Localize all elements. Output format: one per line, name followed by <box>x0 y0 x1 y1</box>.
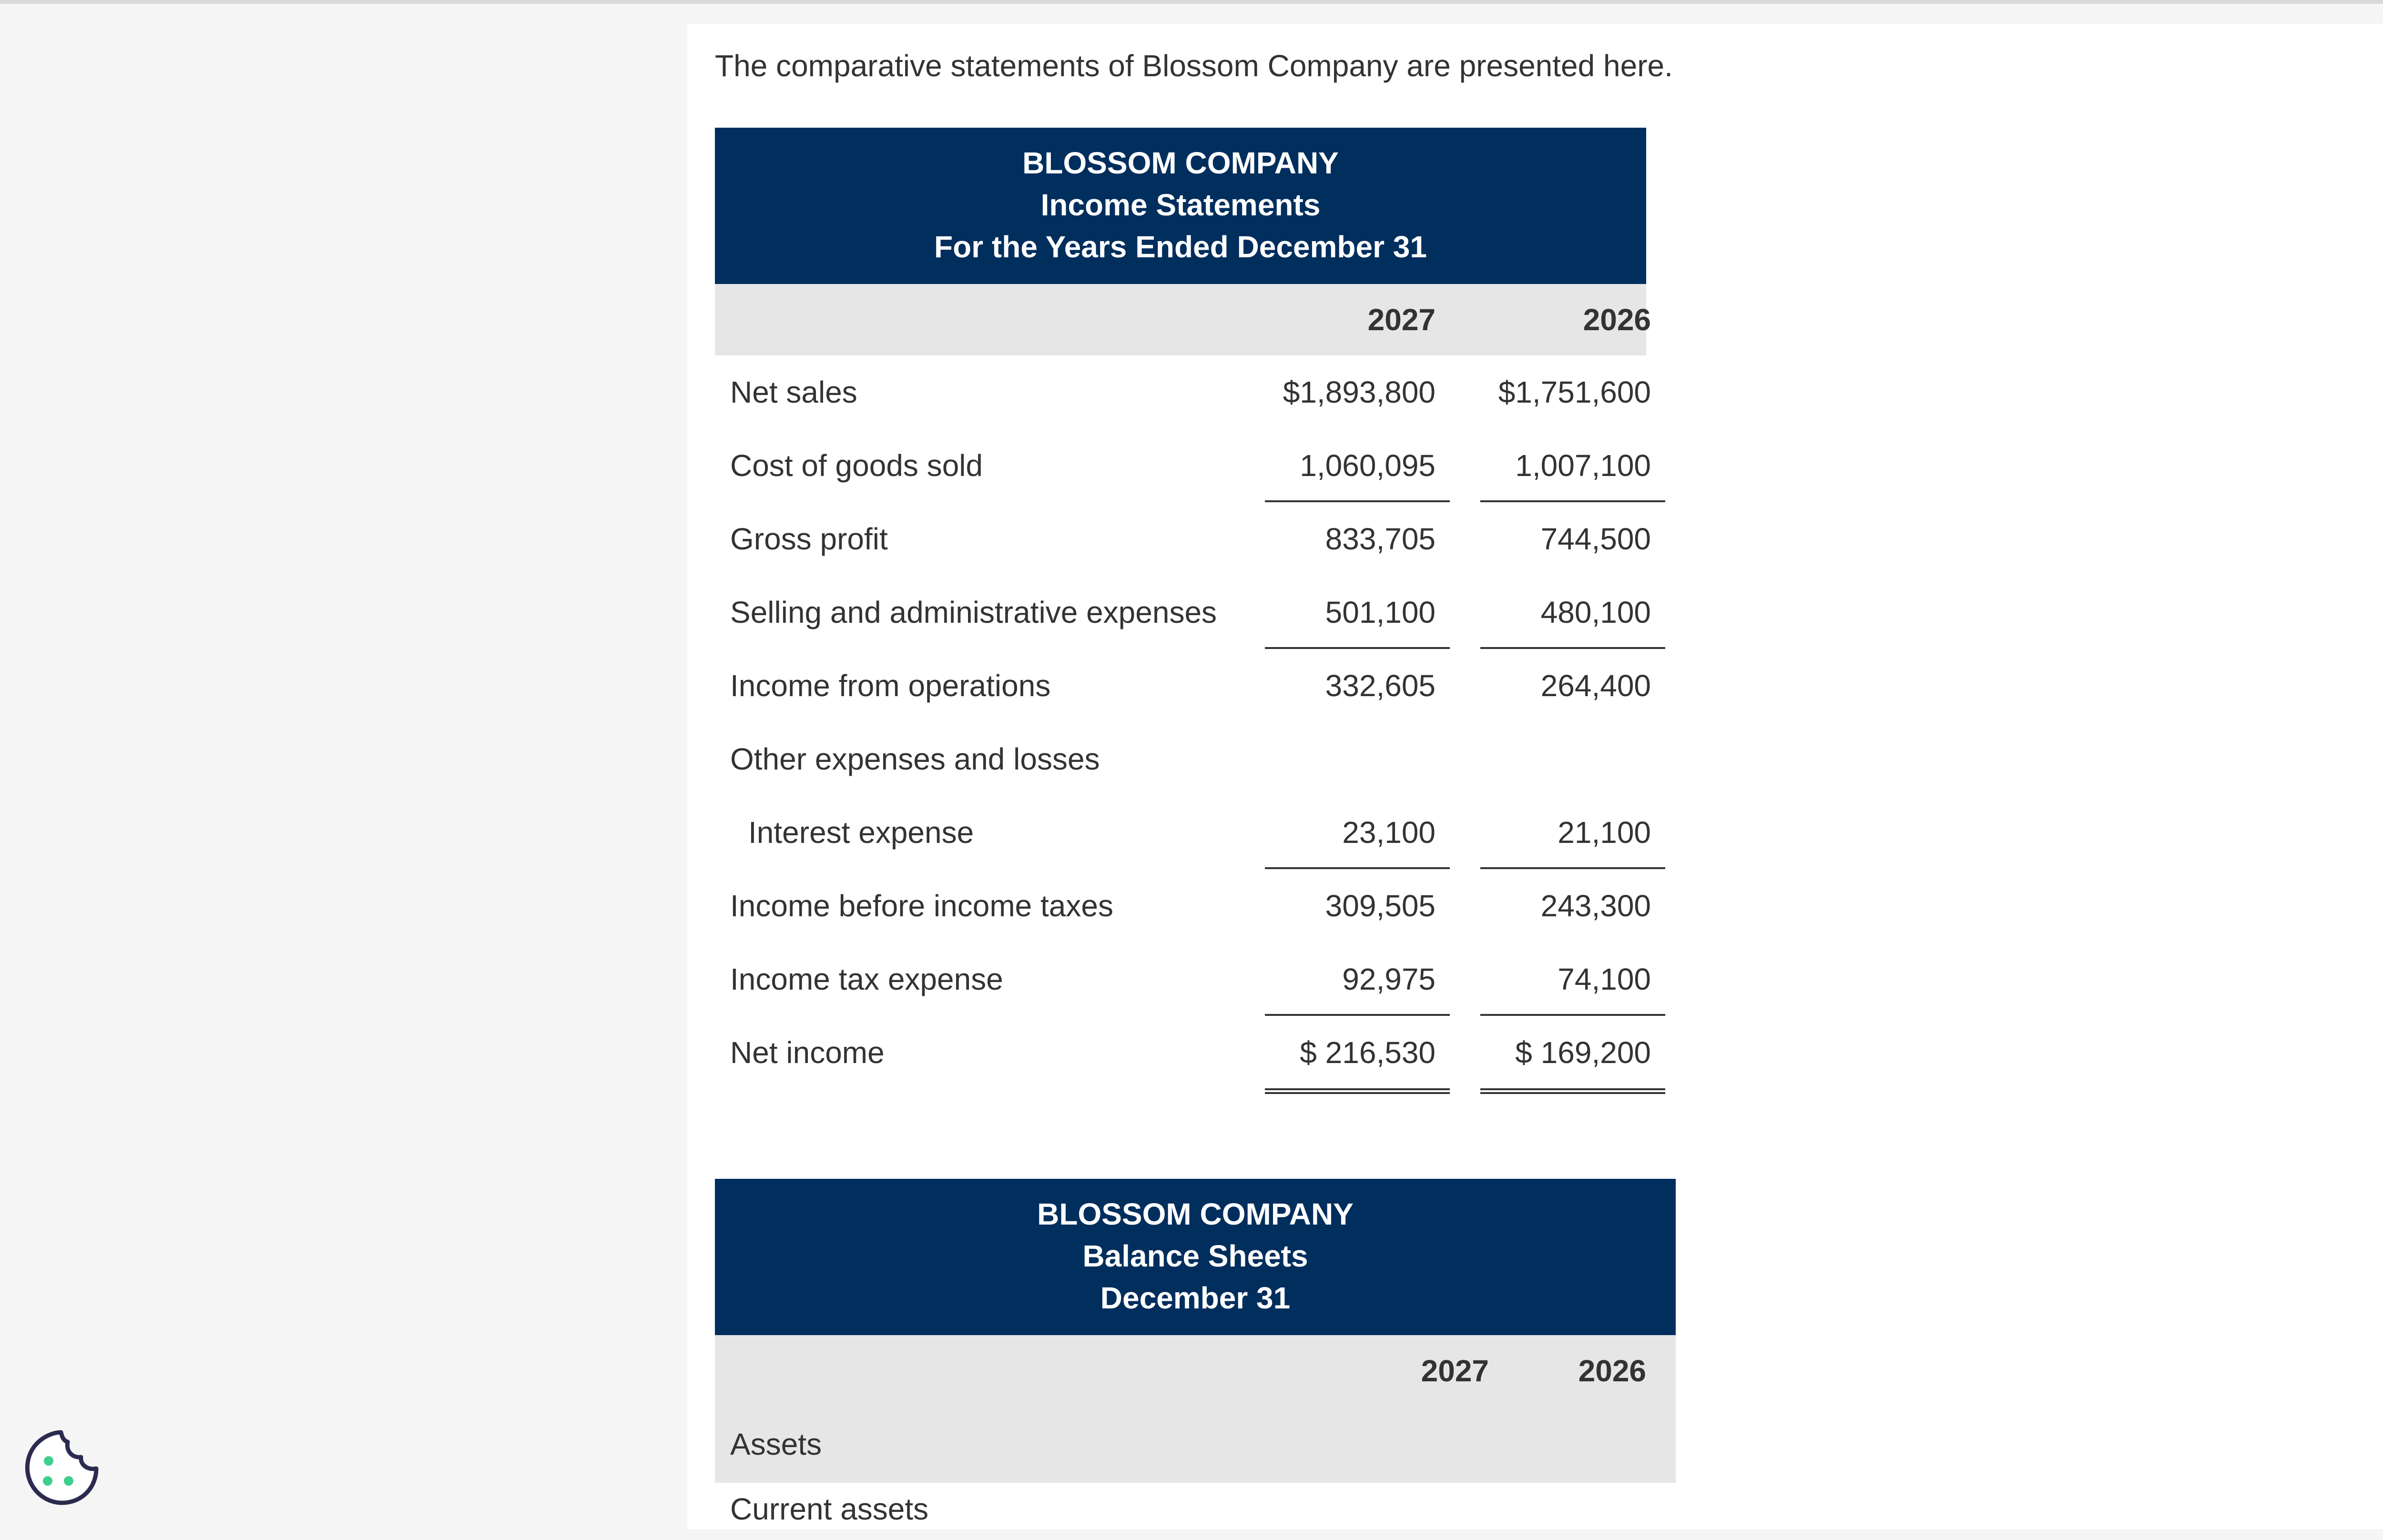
value-2026: $1,751,600 <box>1498 375 1651 409</box>
table-row <box>715 1016 1651 1089</box>
table-row <box>715 502 1651 576</box>
intro-text: The comparative statements of Blossom Company are presented here. <box>715 49 1673 83</box>
table-row <box>715 1483 1646 1540</box>
value-2027: 501,100 <box>1265 576 1450 649</box>
row-label: Cost of goods sold <box>730 448 983 483</box>
row-label: Selling and administrative expenses <box>730 595 1217 629</box>
value-2026: 480,100 <box>1480 576 1665 649</box>
income-statement-period: For the Years Ended December 31 <box>934 230 1427 264</box>
table-row <box>715 355 1651 429</box>
table-row <box>715 722 1646 796</box>
balance-years-row <box>715 1335 1676 1483</box>
value-2026: 744,500 <box>1540 522 1651 556</box>
assets-heading: Assets <box>730 1427 822 1461</box>
balance-sheet-title: Balance Sheets <box>1082 1239 1308 1273</box>
income-years-row <box>715 284 1651 355</box>
cookie-settings-icon <box>21 1428 101 1508</box>
table-row <box>715 576 1651 649</box>
value-2027: 833,705 <box>1325 522 1436 556</box>
row-label: Income from operations <box>730 669 1051 703</box>
value-2026: 21,100 <box>1480 796 1665 869</box>
income-statement-title: Income Statements <box>1040 188 1321 222</box>
cookie-settings-button[interactable] <box>21 1428 101 1508</box>
income-statement-header <box>715 128 1646 284</box>
row-label: Income before income taxes <box>730 889 1113 923</box>
income-year-2027: 2027 <box>1367 303 1436 337</box>
value-2027: $ 216,530 <box>1265 1016 1450 1094</box>
row-label: Net income <box>730 1035 885 1070</box>
value-2026: 74,100 <box>1480 942 1665 1016</box>
top-bar <box>0 0 2383 4</box>
balance-company-name: BLOSSOM COMPANY <box>1037 1197 1354 1231</box>
income-year-2026: 2026 <box>1583 303 1651 337</box>
value-2026: 243,300 <box>1540 889 1651 923</box>
table-row <box>715 869 1651 942</box>
table-row <box>715 796 1651 869</box>
value-2027: 332,605 <box>1325 669 1436 703</box>
row-label: Interest expense <box>748 815 974 850</box>
question-content <box>687 24 2383 1529</box>
value-2027: 309,505 <box>1325 889 1436 923</box>
value-2027: $1,893,800 <box>1283 375 1436 409</box>
value-2027: 1,060,095 <box>1265 429 1450 502</box>
value-2027: 23,100 <box>1265 796 1450 869</box>
row-label: Income tax expense <box>730 962 1003 996</box>
row-label: Other expenses and losses <box>730 742 1100 776</box>
row-label: Gross profit <box>730 522 888 556</box>
balance-year-2027: 2027 <box>1421 1354 1489 1388</box>
row-label: Net sales <box>730 375 857 409</box>
value-2026: $ 169,200 <box>1480 1016 1665 1094</box>
table-row <box>715 942 1651 1016</box>
balance-sheet-header <box>715 1179 1676 1335</box>
balance-sheet-period: December 31 <box>1100 1281 1291 1315</box>
table-row <box>715 429 1651 502</box>
row-label: Current assets <box>730 1492 929 1526</box>
income-company-name: BLOSSOM COMPANY <box>1022 146 1339 180</box>
value-2027: 92,975 <box>1265 942 1450 1016</box>
value-2026: 264,400 <box>1540 669 1651 703</box>
value-2026: 1,007,100 <box>1480 429 1665 502</box>
table-row <box>715 649 1651 722</box>
balance-year-2026: 2026 <box>1578 1354 1646 1388</box>
